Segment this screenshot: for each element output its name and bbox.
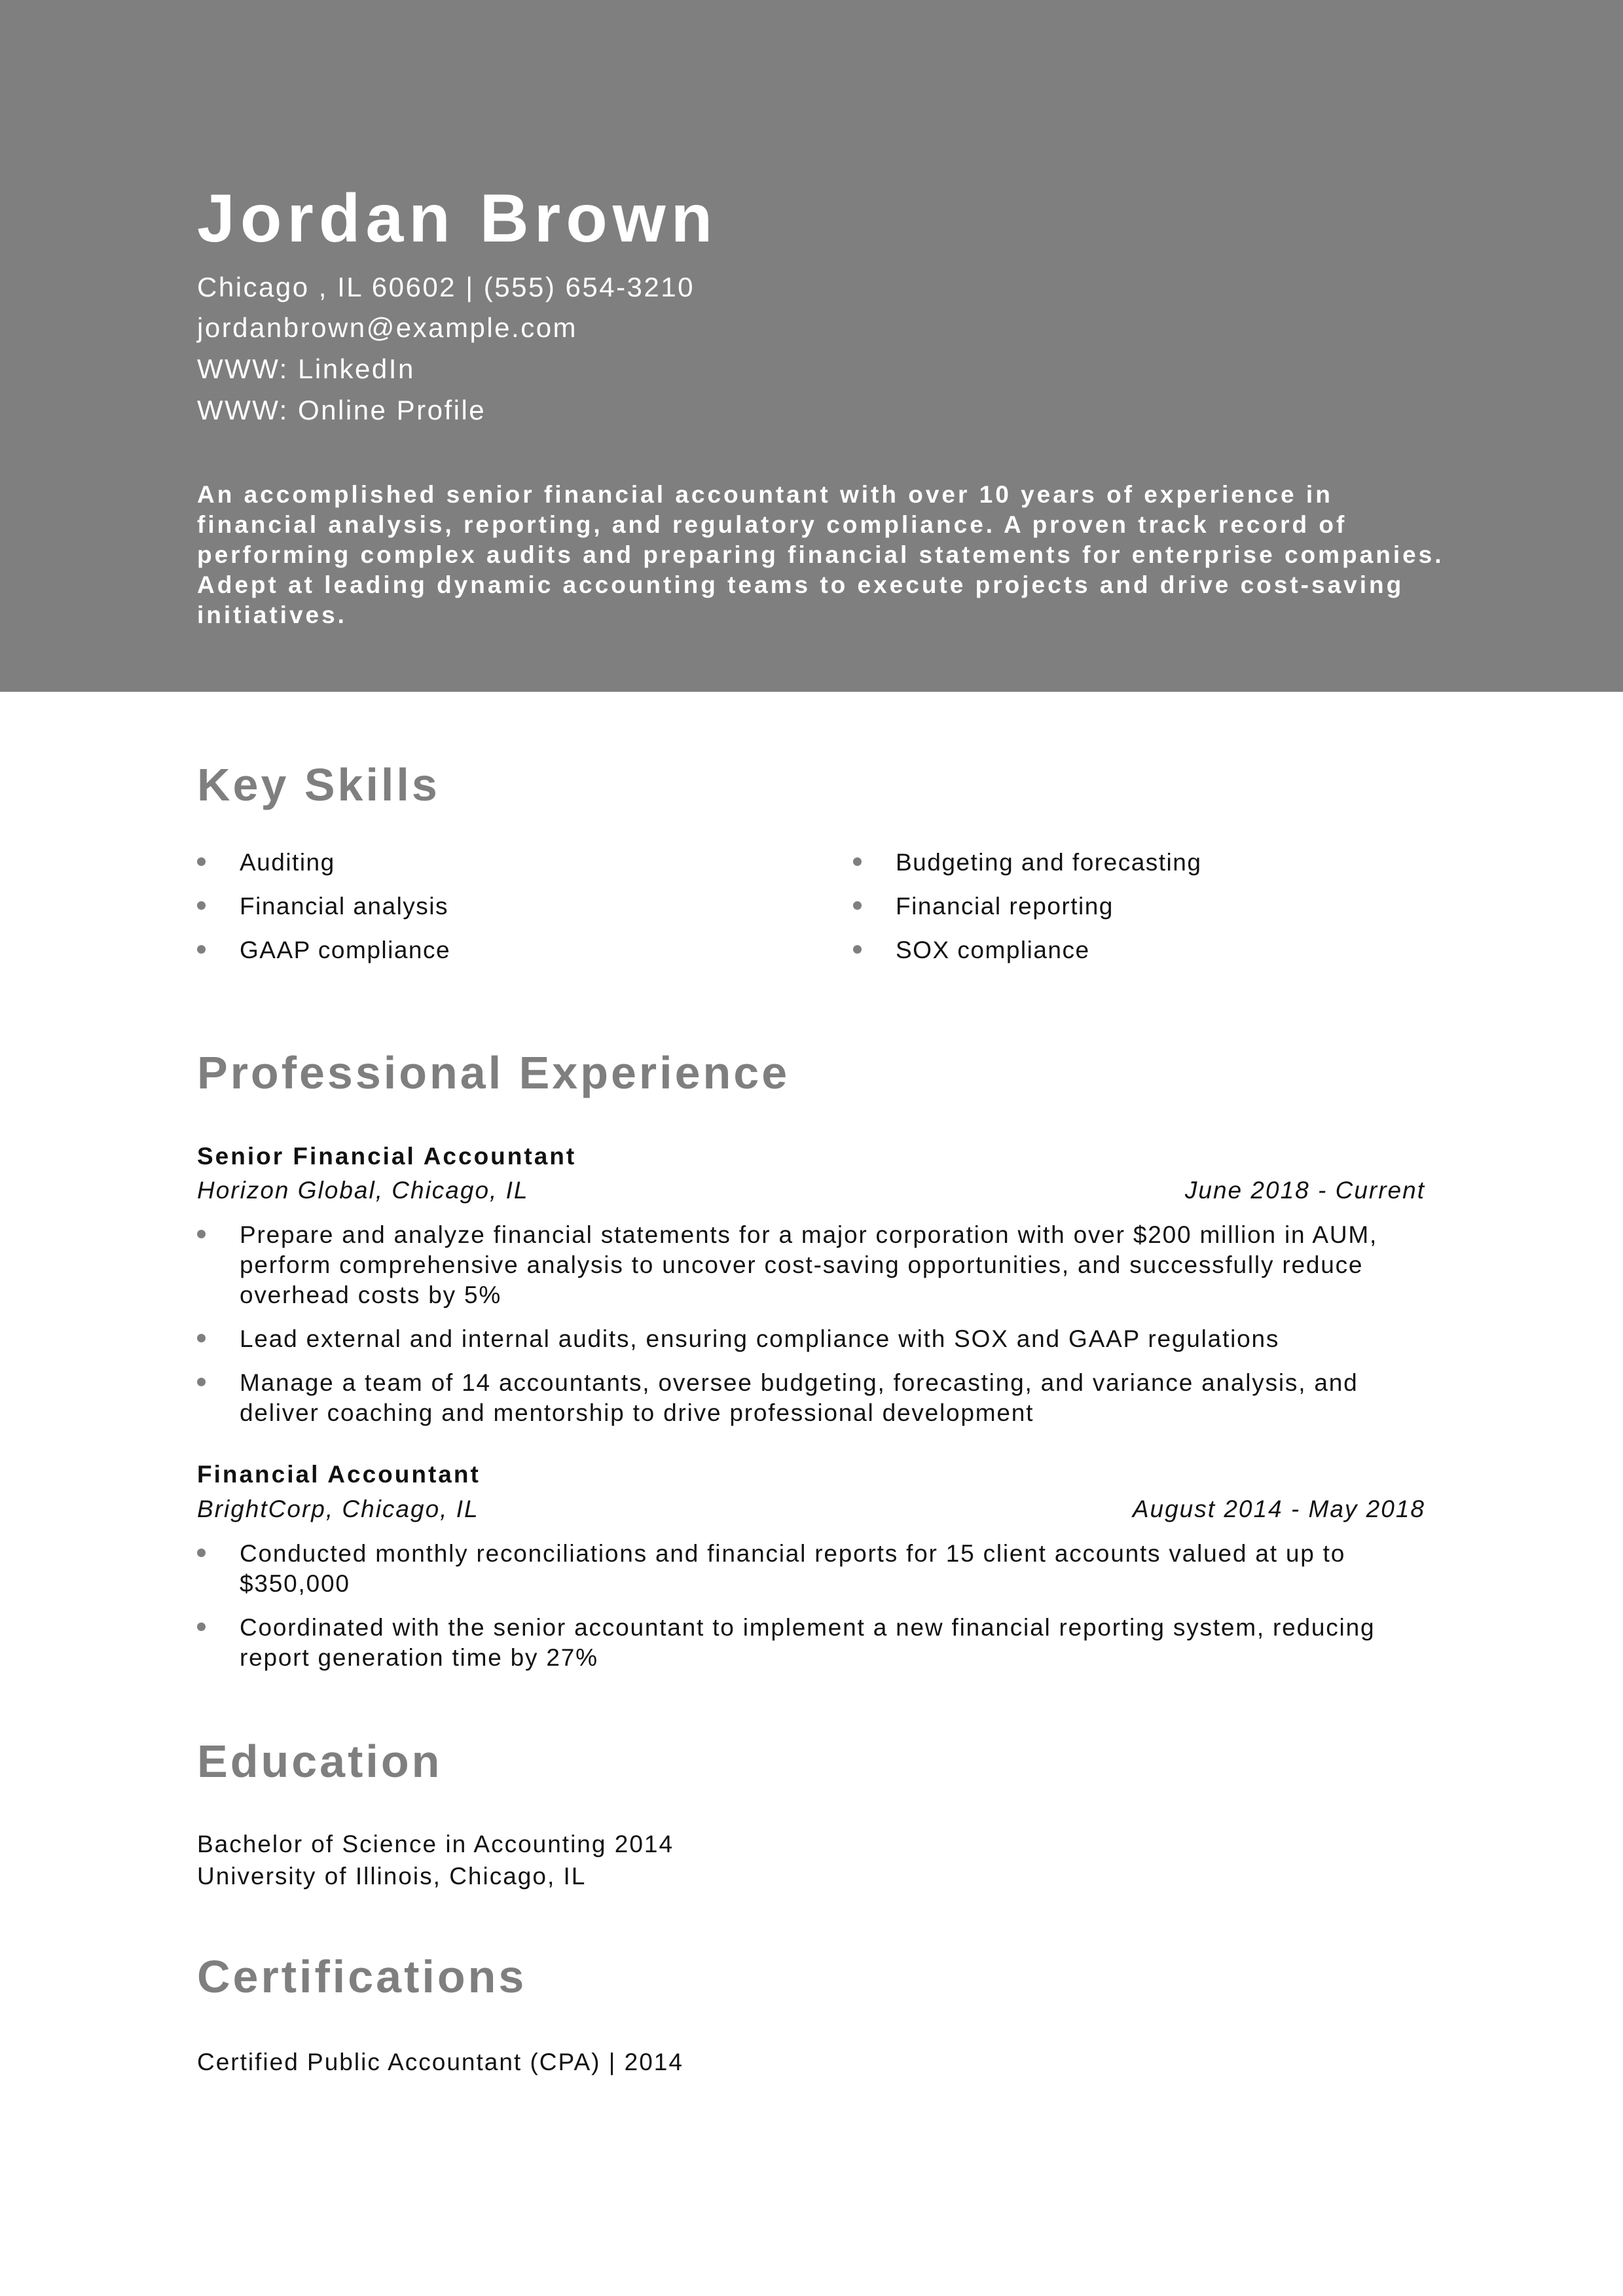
- email: jordanbrown@example.com: [197, 312, 578, 343]
- bullet-text: Lead external and internal audits, ensuring compliance with SOX and GAAP regulations: [240, 1325, 1280, 1352]
- list-item: [197, 1220, 1428, 1310]
- section-title-experience: Professional Experience: [197, 1047, 790, 1098]
- skills-column-right: [853, 850, 1442, 982]
- education-degree: Bachelor of Science in Accounting 2014: [197, 1831, 674, 1857]
- skill-label: Financial analysis: [240, 893, 449, 920]
- certification-item: Certified Public Accountant (CPA) | 2014: [197, 2049, 684, 2075]
- candidate-name: Jordan Brown: [197, 181, 718, 257]
- bullet-icon: [853, 901, 862, 910]
- list-item: [197, 1368, 1428, 1428]
- skill-label: GAAP compliance: [240, 937, 451, 963]
- bullet-icon: [197, 857, 206, 866]
- bullet-text: Manage a team of 14 accountants, oversee budgeting, forecasting, and variance analysis, and deliver coaching and mentorship to drive professional development: [240, 1369, 1359, 1426]
- online-profile-link[interactable]: WWW: Online Profile: [197, 395, 486, 425]
- education-school: University of Illinois, Chicago, IL: [197, 1863, 587, 1890]
- bullet-icon: [197, 1334, 206, 1342]
- bullet-icon: [853, 857, 862, 866]
- bullet-text: Prepare and analyze financial statements for a major corporation with over $200 million in AUM, perform comprehensive analysis to uncover cost-saving opportunities, and successfully reduce overhead costs by 5%: [240, 1221, 1378, 1308]
- job-bullets: [197, 1539, 1428, 1687]
- list-item: [197, 1539, 1428, 1599]
- skill-label: Financial reporting: [896, 893, 1114, 920]
- bullet-icon: [197, 945, 206, 954]
- bullet-icon: [197, 1230, 206, 1238]
- skill-item: [197, 850, 786, 894]
- skill-item: [197, 938, 786, 982]
- linkedin-link[interactable]: WWW: LinkedIn: [197, 353, 415, 384]
- list-item: [197, 1324, 1428, 1354]
- skill-item: [853, 894, 1442, 938]
- job-dates: August 2014 - May 2018: [1132, 1496, 1425, 1522]
- skills-column-left: [197, 850, 786, 982]
- bullet-text: Conducted monthly reconciliations and financial reports for 15 client accounts valued at up to $350,000: [240, 1540, 1346, 1597]
- bullet-text: Coordinated with the senior accountant to implement a new financial reporting system, reducing report generation time by 27%: [240, 1614, 1376, 1671]
- header-band: [0, 0, 1623, 692]
- job-title: Financial Accountant: [197, 1461, 481, 1488]
- bullet-icon: [197, 1549, 206, 1557]
- job-company: Horizon Global, Chicago, IL: [197, 1177, 529, 1204]
- summary: An accomplished senior financial accountant with over 10 years of experience in financial analysis, reporting, and regulatory compliance. A proven track record of performing complex audits and preparing financial statements for enterprise companies. Adept at leading dynamic accounting teams to execute projects and drive cost-saving initiatives.: [197, 481, 1444, 628]
- section-title-education: Education: [197, 1736, 443, 1787]
- skill-label: Auditing: [240, 849, 335, 876]
- skill-label: Budgeting and forecasting: [896, 849, 1202, 876]
- skill-label: SOX compliance: [896, 937, 1090, 963]
- skill-item: [197, 894, 786, 938]
- skill-item: [853, 850, 1442, 894]
- bullet-icon: [853, 945, 862, 954]
- job-company: BrightCorp, Chicago, IL: [197, 1496, 479, 1522]
- skill-item: [853, 938, 1442, 982]
- bullet-icon: [197, 1623, 206, 1631]
- list-item: [197, 1613, 1428, 1673]
- section-title-skills: Key Skills: [197, 759, 440, 810]
- job-dates: June 2018 - Current: [1184, 1177, 1425, 1204]
- address-phone: Chicago , IL 60602 | (555) 654-3210: [197, 272, 695, 302]
- bullet-icon: [197, 901, 206, 910]
- job-bullets: [197, 1220, 1428, 1442]
- job-title: Senior Financial Accountant: [197, 1143, 577, 1170]
- bullet-icon: [197, 1378, 206, 1386]
- section-title-certifications: Certifications: [197, 1951, 527, 2002]
